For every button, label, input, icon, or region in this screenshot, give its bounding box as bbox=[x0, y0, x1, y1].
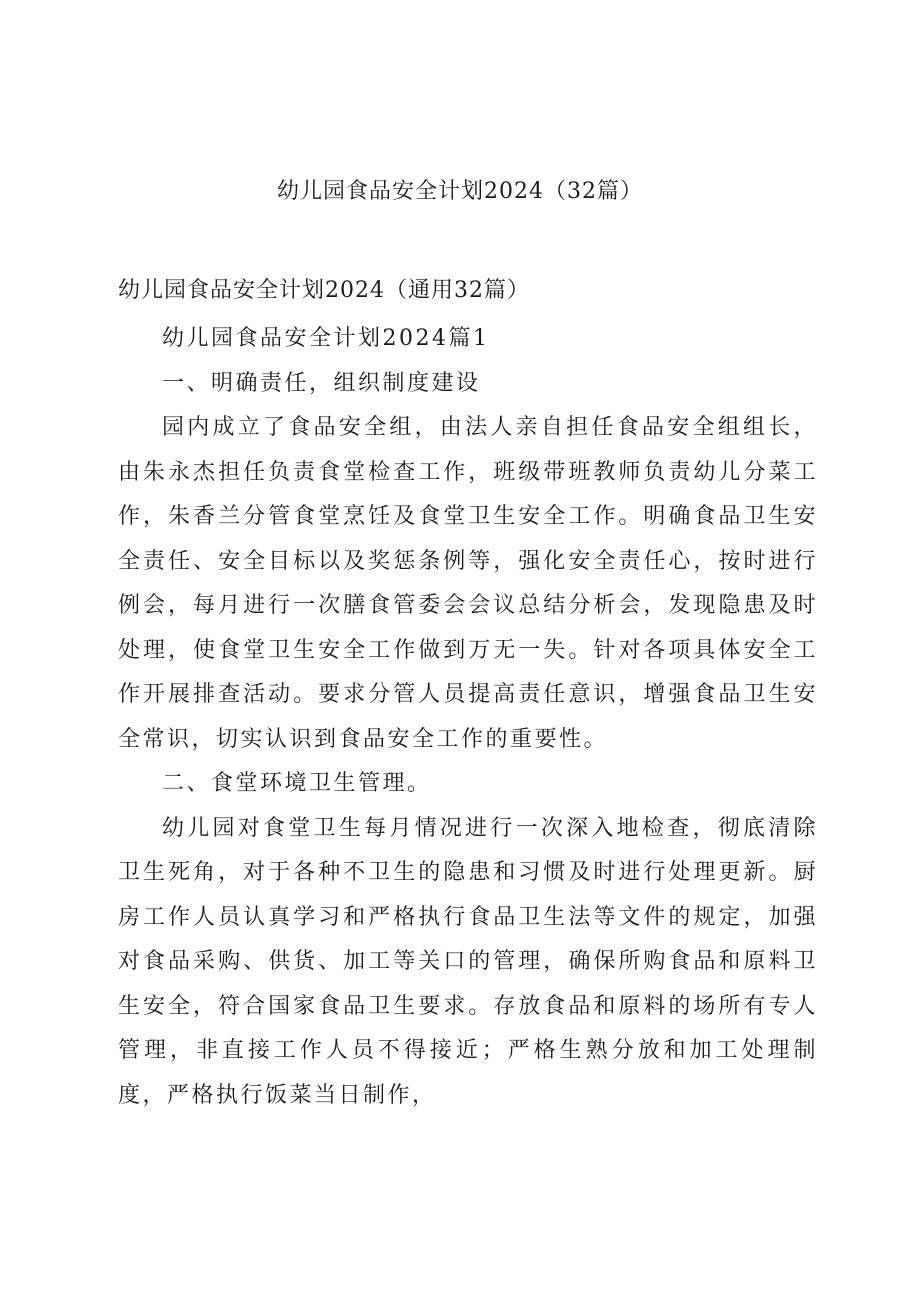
document-body bbox=[118, 317, 818, 1118]
section-heading-responsibility: 一、明确责任，组织制度建设 bbox=[162, 370, 481, 396]
document-subtitle: 幼儿园食品安全计划2024（通用32篇） bbox=[118, 278, 530, 303]
section-heading-hygiene: 二、食堂环境卫生管理。 bbox=[162, 771, 432, 796]
paragraph-hygiene: 幼儿园对食堂卫生每月情况进行一次深入地检查，彻底清除卫生死角，对于各种不卫生的隐患和习惯及时进行处理更新。厨房工作人员认真学习和严格执行食品卫生法等文件的规定，加强对食品采购、供货、加工等关口的管理，确保所购食品和原料卫生安全，符合国家食品卫生要求。存放食品和原料的场所有专人管理，非直接工作人员不得接近；严格生熟分放和加工处理制度，严格执行饭菜当日制作， bbox=[118, 815, 818, 1108]
section-heading-part-1: 幼儿园食品安全计划2024篇1 bbox=[162, 326, 490, 351]
document-title: 幼儿园食品安全计划2024（32篇） bbox=[277, 179, 643, 204]
paragraph-responsibility: 园内成立了食品安全组，由法人亲自担任食品安全组组长，由朱永杰担任负责食堂检查工作，班级带班教师负责幼儿分菜工作，朱香兰分管食堂烹饪及食堂卫生安全工作。明确食品卫生安全责任、安全目标以及奖惩条例等，强化安全责任心，按时进行例会，每月进行一次膳食管委会会议总结分析会，发现隐患及时处理，使食堂卫生安全工作做到万无一失。针对各项具体安全工作开展排查活动。要求分管人员提高责任意识，增强食品卫生安全常识，切实认识到食品安全工作的重要性。 bbox=[118, 415, 818, 752]
